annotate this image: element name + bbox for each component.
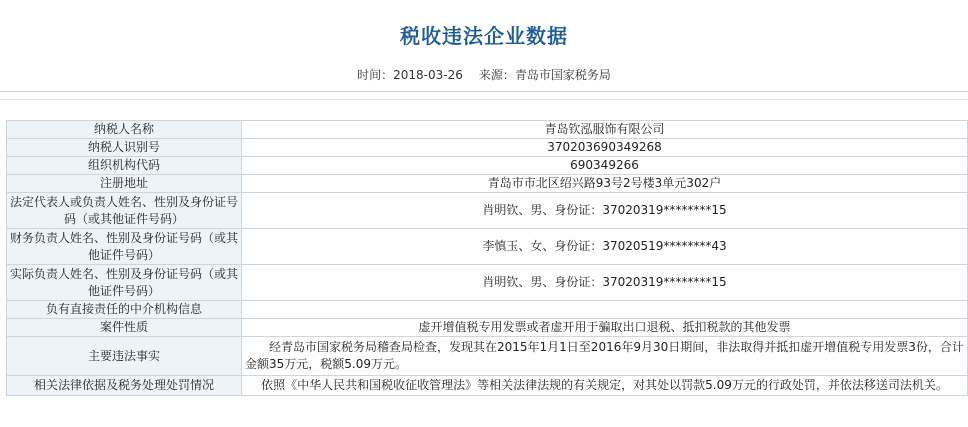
row-value: 370203690349268 bbox=[242, 139, 968, 157]
row-label: 相关法律依据及税务处理处罚情况 bbox=[7, 376, 242, 396]
table-row bbox=[7, 193, 968, 229]
table-row bbox=[7, 121, 968, 139]
row-label: 组织机构代码 bbox=[7, 157, 242, 175]
row-value: 经青岛市国家税务局稽查局检查，发现其在2015年1月1日至2016年9月30日期间，非法取得并抵扣虚开增值税专用发票3份，合计金额35万元，税额5.09万元。 bbox=[242, 337, 968, 376]
row-label: 负有直接责任的中介机构信息 bbox=[7, 301, 242, 319]
row-label: 纳税人识别号 bbox=[7, 139, 242, 157]
row-label: 法定代表人或负责人姓名、性别及身份证号码（或其他证件号码） bbox=[7, 193, 242, 229]
table-row bbox=[7, 157, 968, 175]
row-value: 690349266 bbox=[242, 157, 968, 175]
time-value: 2018-03-26 bbox=[393, 68, 463, 82]
table-row bbox=[7, 301, 968, 319]
divider bbox=[0, 91, 968, 92]
table-row bbox=[7, 229, 968, 265]
table-row bbox=[7, 139, 968, 157]
row-value: 青岛市市北区绍兴路93号2号楼3单元302户 bbox=[242, 175, 968, 193]
divider bbox=[0, 99, 968, 100]
meta-line bbox=[0, 66, 968, 83]
row-label: 财务负责人姓名、性别及身份证号码（或其他证件号码） bbox=[7, 229, 242, 265]
row-label: 纳税人名称 bbox=[7, 121, 242, 139]
row-value: 青岛钦泓服饰有限公司 bbox=[242, 121, 968, 139]
page-title: 税收违法企业数据 bbox=[400, 24, 568, 48]
row-label: 案件性质 bbox=[7, 319, 242, 337]
row-label: 实际负责人姓名、性别及身份证号码（或其他证件号码） bbox=[7, 265, 242, 301]
row-value: 肖明钦、男、身份证：37020319********15 bbox=[242, 265, 968, 301]
row-value: 依照《中华人民共和国税收征收管理法》等相关法律法规的有关规定，对其处以罚款5.09万元的行政处罚，并依法移送司法机关。 bbox=[242, 376, 968, 396]
table-row bbox=[7, 337, 968, 376]
row-label: 注册地址 bbox=[7, 175, 242, 193]
info-table bbox=[6, 120, 968, 396]
row-value: 李慎玉、女、身份证：37020519********43 bbox=[242, 229, 968, 265]
row-value: 虚开增值税专用发票或者虚开用于骗取出口退税、抵扣税款的其他发票 bbox=[242, 319, 968, 337]
row-value bbox=[242, 301, 968, 319]
time-label: 时间： bbox=[357, 68, 394, 82]
table-row bbox=[7, 175, 968, 193]
row-label: 主要违法事实 bbox=[7, 337, 242, 376]
source-value: 青岛市国家税务局 bbox=[514, 68, 611, 82]
table-row bbox=[7, 376, 968, 396]
table-row bbox=[7, 319, 968, 337]
row-value: 肖明钦、男、身份证：37020319********15 bbox=[242, 193, 968, 229]
table-row bbox=[7, 265, 968, 301]
source-label: 来源： bbox=[478, 68, 515, 82]
